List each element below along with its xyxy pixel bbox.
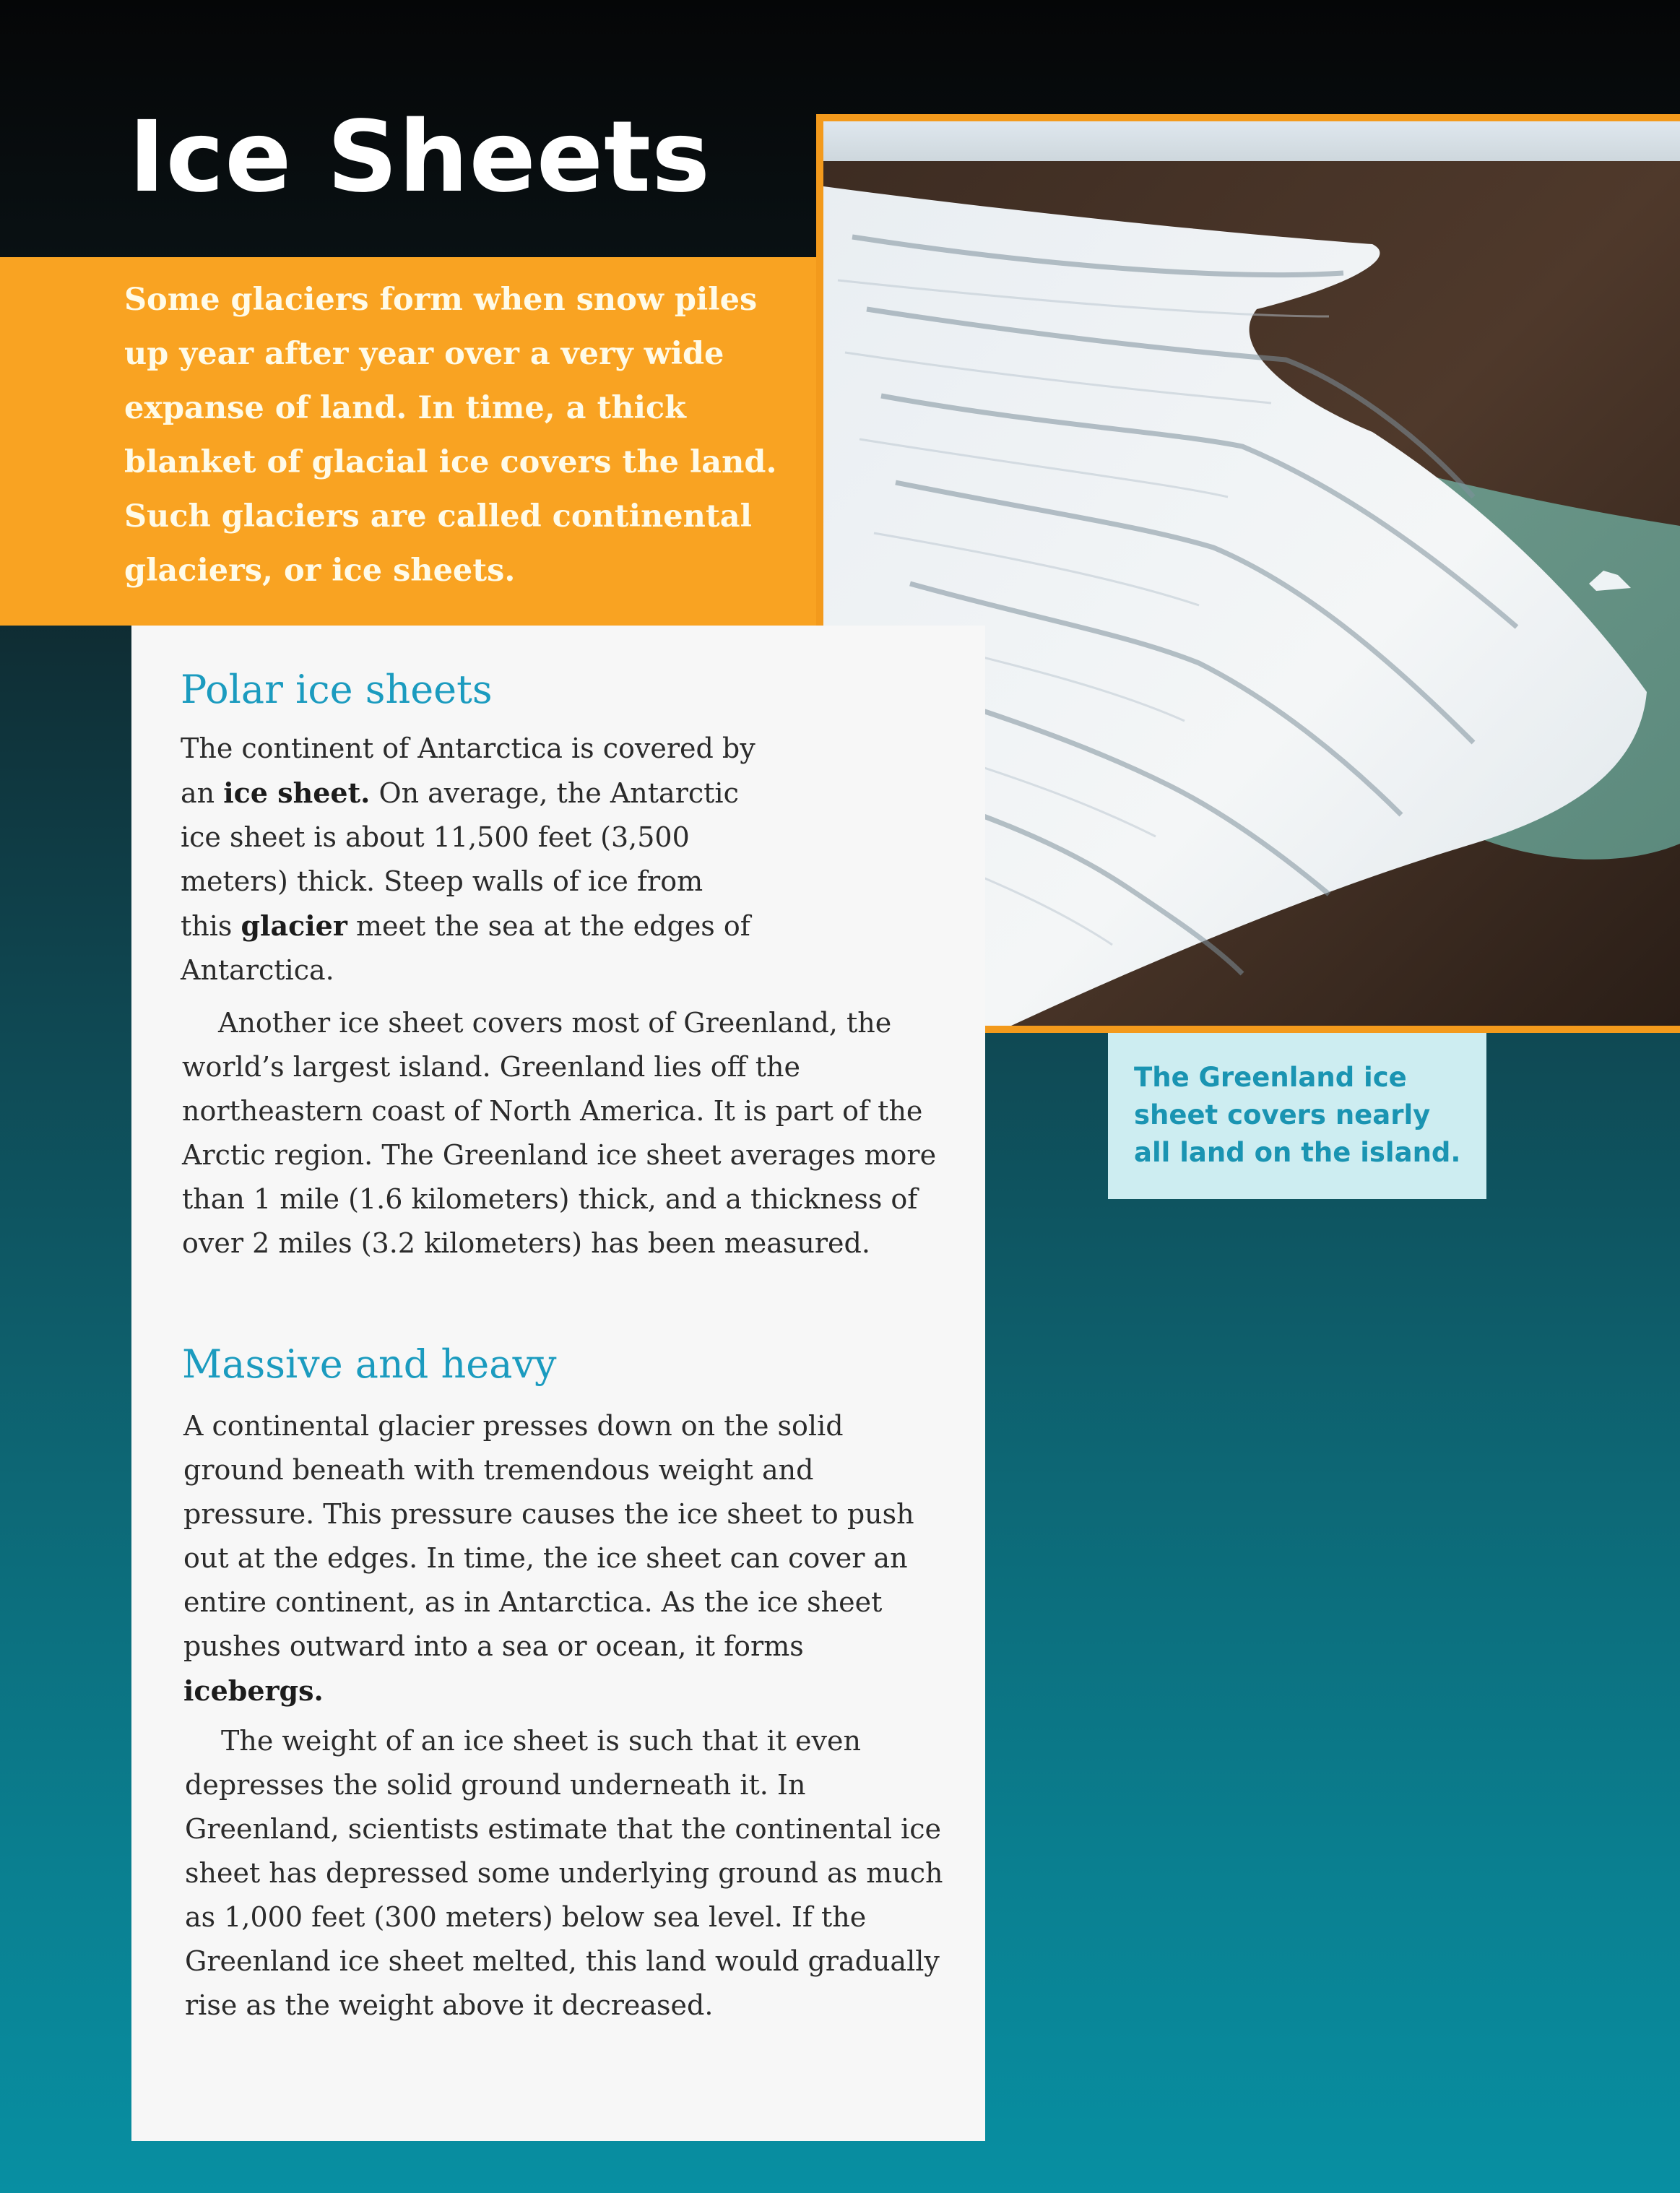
section-heading-polar: Polar ice sheets [181, 667, 493, 712]
term-glacier: glacier [241, 909, 347, 942]
section-heading-massive: Massive and heavy [182, 1341, 557, 1387]
term-ice-sheet: ice sheet. [223, 777, 371, 809]
intro-text: Some glaciers form when snow piles up year after year over a very wide expanse of land. In time, a thick blanket of glacial ice covers the land. Such glaciers are called continental glaciers, or ice sheets. [124, 282, 777, 589]
photo-caption: The Greenland ice sheet covers nearly all land on the island. [1134, 1062, 1461, 1168]
massive-paragraph-1: A continental glacier presses down on the solid ground beneath with tremendous weight and pressure. This pressure causes the ice sheet to push out at the edges. In time, the ice sheet can cover an entire continent, as in Antarctica. As the ice sheet pushes outward into a sea or ocean, it forms icebergs. [183, 1410, 914, 1707]
polar-paragraph-2: Another ice sheet covers most of Greenland, the world’s largest island. Greenland lies off the northeastern coast of North America. It is part of the Arctic region. The Greenland ice sheet averages more than 1 mile (1.6 kilometers) thick, and a thickness of over 2 miles (3.2 kilometers) has been measured. [182, 1007, 937, 1259]
term-icebergs: icebergs. [183, 1674, 324, 1707]
page-title: Ice Sheets [129, 100, 711, 215]
polar-paragraph-1: The continent of Antarctica is covered by an ice sheet. On average, the Antarctic ice sheet is about 11,500 feet (3,500 meters) thick. Steep walls of ice from this glacier meet the sea at the edges of Antarctica. [181, 732, 755, 986]
massive-paragraph-2: The weight of an ice sheet is such that it even depresses the solid ground underneath it. In Greenland, scientists estimate that the continental ice sheet has depressed some underlying ground as much as 1,000 feet (300 meters) below sea level. If the Greenland ice sheet melted, this land would gradually rise as the weight above it decreased. [185, 1725, 943, 2021]
